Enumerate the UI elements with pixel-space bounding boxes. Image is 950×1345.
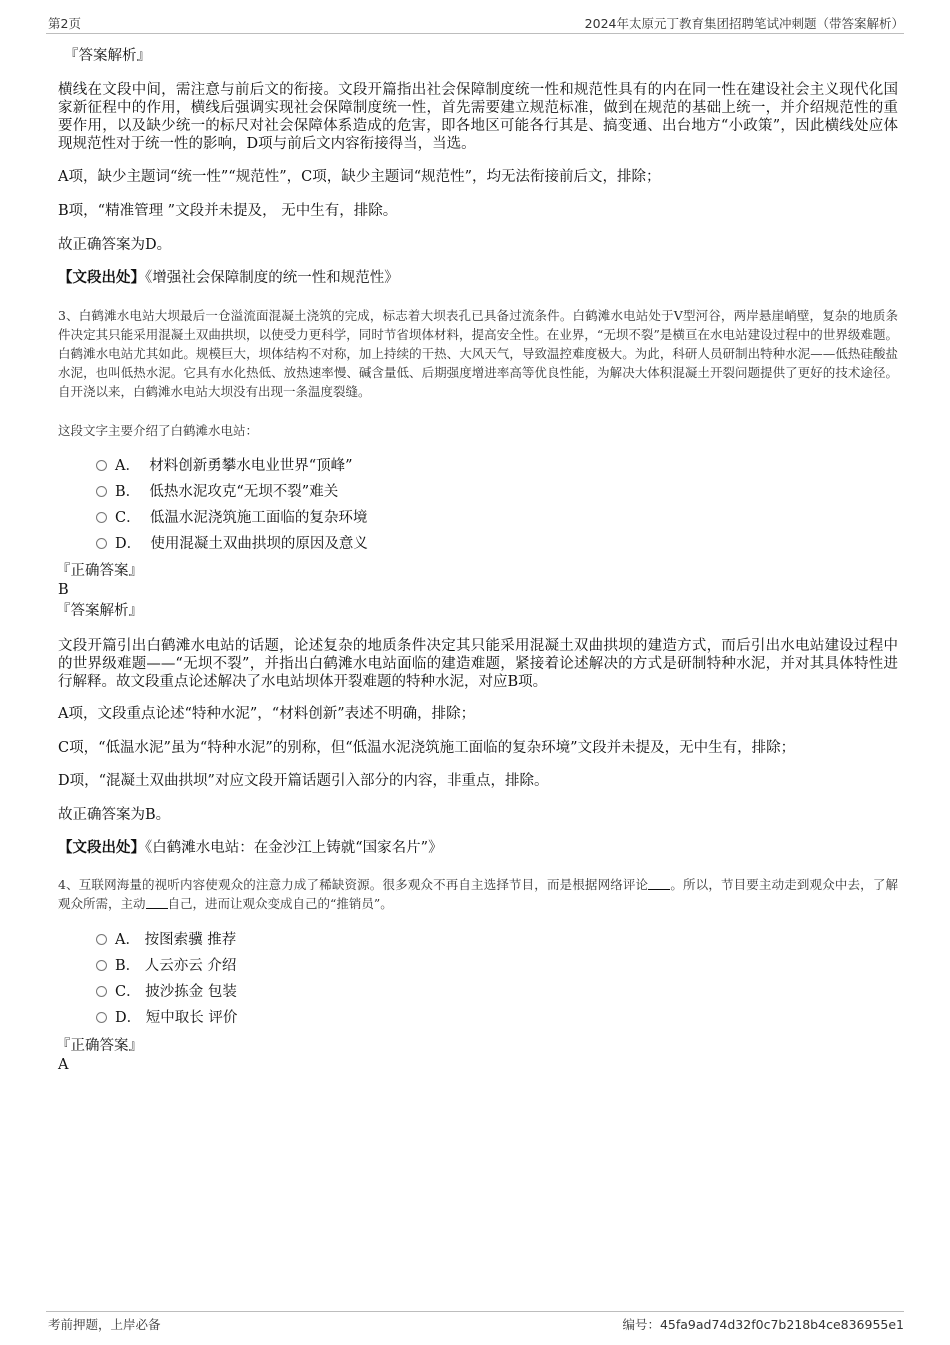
option-text: 使用混凝土双曲拱坝的原因及意义 [150, 536, 368, 552]
q4-stem [58, 875, 898, 913]
radio-icon[interactable] [96, 512, 107, 523]
radio-icon[interactable] [96, 460, 107, 471]
q3-answer: B [58, 582, 69, 598]
q3-option-b[interactable] [96, 483, 338, 502]
q4-answer-label: 『正确答案』 [56, 1038, 143, 1054]
q2-analysis-paragraph-4: 故正确答案为D。 [58, 237, 172, 253]
option-letter: C． [115, 510, 141, 526]
q3-answer-label: 『正确答案』 [56, 563, 143, 579]
q2-analysis-paragraph-2: A项，缺少主题词“统一性”“规范性”，C项，缺少主题词“规范性”，均无法衔接前后文，排除； [58, 169, 661, 185]
q4-stem-part-1: 4、互联网海量的视听内容使观众的注意力成了稀缺资源。很多观众不再自主选择节目，而是根据网络评论 [58, 877, 649, 892]
q2-analysis-paragraph-1: 横线在文段中间，需注意与前后文的衔接。文段开篇指出社会保障制度统一性和规范性具有的内在同一性在建设社会主义现代化国家新征程中的作用，横线后强调实现社会保障制度统一性，首先需要建立规范标准，做到在规范的基础上统一，并介绍规范性的重要作用，以及缺少统一的标尺对社会保障体系造成的危害，即各地区可能各行其是、搞变通、出台地方“小政策”，因此横线处应体现规范性对于统一性的影响，D项与前后文内容衔接得当，当选。 [58, 82, 898, 152]
page-footer [46, 1311, 904, 1332]
q3-option-c[interactable] [96, 509, 367, 528]
q3-analysis-label: 『答案解析』 [56, 603, 143, 619]
option-letter: A． [115, 932, 140, 948]
q3-source [58, 838, 898, 858]
q3-analysis-paragraph-3: C项，“低温水泥”虽为“特种水泥”的别称，但“低温水泥浇筑施工面临的复杂环境”文段并未提及，无中生有，排除； [58, 740, 796, 756]
radio-icon[interactable] [96, 934, 107, 945]
q4-option-d[interactable] [96, 1009, 237, 1028]
code-value: 45fa9ad74d32f0c7b218b4ce836955e1 [659, 1317, 904, 1332]
code-label: 编号： [622, 1317, 660, 1332]
q3-question: 这段文字主要介绍了白鹤滩水电站： [58, 423, 259, 438]
option-text: 低热水泥攻克“无坝不裂”难关 [149, 484, 339, 500]
page-header [46, 14, 904, 34]
option-text: 人云亦云 介绍 [144, 958, 237, 974]
radio-icon[interactable] [96, 486, 107, 497]
q3-analysis-paragraph-1: 文段开篇引出白鹤滩水电站的话题，论述复杂的地质条件决定其只能采用混凝土双曲拱坝的建造方式，而后引出水电站建设过程中的世界级难题——“无坝不裂”，并指出白鹤滩水电站面临的建造难题，紧接着论述解决的方式是研制特种水泥，并对其具体特性进行解释。故文段重点论述解决了水电站坝体开裂难题的特种水泥，对应B项。 [58, 638, 898, 690]
q2-analysis-paragraph-3: B项，“精准管理 ”文段并未提及， 无中生有，排除。 [58, 203, 398, 219]
q2-analysis-label: 『答案解析』 [64, 48, 151, 64]
q4-option-c[interactable] [96, 983, 237, 1002]
radio-icon[interactable] [96, 538, 107, 549]
q4-option-a[interactable] [96, 931, 236, 950]
fill-blank-2 [146, 896, 168, 909]
page-number: 第2页 [48, 16, 81, 31]
q4-stem-part-3: 自己，进而让观众变成自己的“推销员”。 [167, 896, 393, 911]
q4-option-b[interactable] [96, 957, 236, 976]
q3-option-a[interactable] [96, 457, 353, 476]
option-letter: D． [115, 536, 142, 552]
q2-source-title: 《增强社会保障制度的统一性和规范性》 [145, 270, 399, 286]
q3-source-title: 《白鹤滩水电站：在金沙江上铸就“国家名片”》 [145, 840, 443, 856]
q4-answer: A [58, 1057, 69, 1073]
q3-analysis-paragraph-4: D项，“混凝土双曲拱坝”对应文段开篇话题引入部分的内容，非重点，排除。 [58, 773, 549, 789]
q3-source-prefix: 【文段出处】 [58, 839, 145, 856]
option-letter: A． [115, 458, 140, 474]
q3-option-d[interactable] [96, 535, 368, 554]
q3-analysis-paragraph-2: A项，文段重点论述“特种水泥”，“材料创新”表述不明确，排除； [58, 706, 476, 722]
q3-analysis-paragraph-5: 故正确答案为B。 [58, 807, 171, 823]
document-title: 2024年太原元丁教育集团招聘笔试冲刺题（带答案解析） [584, 16, 904, 31]
option-text: 披沙拣金 包装 [145, 984, 237, 1000]
option-text: 材料创新勇攀水电业世界“顶峰” [149, 458, 353, 474]
radio-icon[interactable] [96, 986, 107, 997]
document-code [622, 1315, 904, 1333]
option-letter: D． [115, 1010, 142, 1026]
option-text: 低温水泥浇筑施工面临的复杂环境 [149, 510, 368, 526]
option-text: 按图索骥 推荐 [144, 932, 237, 948]
option-text: 短中取长 评价 [145, 1010, 238, 1026]
q2-source [58, 268, 898, 288]
fill-blank-1 [648, 877, 670, 890]
option-letter: B． [115, 484, 141, 500]
option-letter: B． [115, 958, 141, 974]
q3-stem: 3、白鹤滩水电站大坝最后一仓溢流面混凝土浇筑的完成，标志着大坝表孔已具备过流条件。白鹤滩水电站处于V型河谷，两岸悬崖峭壁，复杂的地质条件决定其只能采用混凝土双曲拱坝，以使受力更科学，同时节省坝体材料，提高安全性。在业界，“无坝不裂”是横亘在水电站建设过程中的世界级难题。白鹤滩水电站尤其如此。规模巨大，坝体结构不对称，加上持续的干热、大风天气，导致温控难度极大。为此，科研人员研制出特种水泥——低热硅酸盐水泥，也叫低热水泥。它具有水化热低、放热速率慢、碱含量低、后期强度增进率高等优良性能，为解决大体积混凝土开裂问题提供了更好的技术途径。自开浇以来，白鹤滩水电站大坝没有出现一条温度裂缝。 [58, 308, 898, 399]
q2-source-prefix: 【文段出处】 [58, 269, 145, 286]
radio-icon[interactable] [96, 960, 107, 971]
option-letter: C． [115, 984, 141, 1000]
radio-icon[interactable] [96, 1012, 107, 1023]
footer-slogan: 考前押题，上岸必备 [48, 1317, 161, 1332]
q4-stem-part-2: 。所以，节目要主动走到观众中去，了解观众所需，主动 [58, 877, 898, 911]
